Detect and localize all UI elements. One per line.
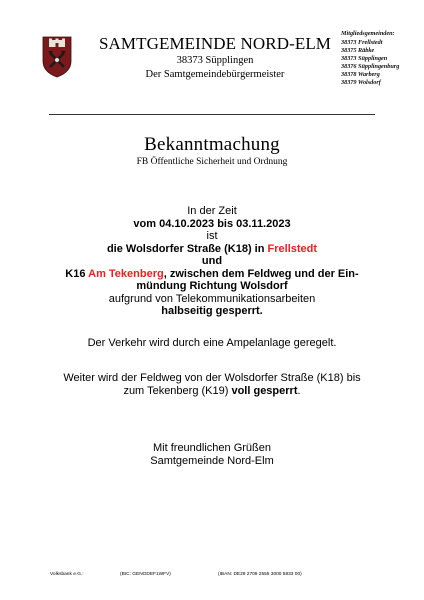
member-item: 38376 Süpplingenburg bbox=[341, 63, 400, 70]
member-item: 38373 Süpplingen bbox=[341, 55, 388, 62]
street-line bbox=[40, 243, 384, 256]
coat-of-arms-logo bbox=[42, 36, 72, 78]
k16-prefix: K16 bbox=[65, 267, 89, 280]
footer-iban: (IBAN: DE29 2709 2555 3000 5833 00) bbox=[218, 572, 302, 577]
member-item: 38379 Wolsdorf bbox=[341, 79, 381, 86]
notice-body bbox=[40, 205, 384, 467]
municipality-office: Der Samtgemeindebürgermeister bbox=[145, 69, 285, 80]
k16-line bbox=[40, 268, 384, 281]
greeting-text: Mit freundlichen Grüßen bbox=[153, 442, 271, 454]
members-heading: Mitgliedsgemeinden: bbox=[341, 30, 395, 37]
notice-title: Bekanntmachung bbox=[144, 134, 280, 155]
closure-text: halbseitig gesperrt. bbox=[161, 305, 263, 317]
further-end: . bbox=[297, 384, 301, 397]
k16-line2: mündung Richtung Wolsdorf bbox=[136, 280, 288, 292]
footer-bank: Volksbank e.G.: bbox=[50, 572, 84, 577]
k16-suffix: , zwischen dem Feldweg und der Ein- bbox=[163, 267, 359, 280]
municipality-title: SAMTGEMEINDE NORD-ELM bbox=[98, 34, 332, 53]
intro-text: In der Zeit bbox=[187, 205, 237, 217]
further-line1: Weiter wird der Feldweg von der Wolsdorfer Straße (K18) bis bbox=[63, 372, 361, 384]
traffic-text: Der Verkehr wird durch eine Ampelanlage geregelt. bbox=[87, 336, 337, 349]
street-place: Frellstedt bbox=[267, 242, 318, 255]
reason-text: aufgrund von Telekommunikationsarbeiten bbox=[108, 292, 316, 305]
member-item: 38375 Räbke bbox=[341, 47, 375, 54]
street-text: die Wolsdorfer Straße (K18) in bbox=[106, 242, 268, 255]
header-divider bbox=[49, 114, 375, 115]
further-text: zum Tekenberg (K19) bbox=[123, 384, 232, 397]
period-text: vom 04.10.2023 bis 03.11.2023 bbox=[133, 217, 291, 230]
notice-heading bbox=[0, 134, 424, 168]
letterhead bbox=[92, 34, 338, 82]
notice-subtitle: FB Öffentliche Sicherheit und Ordnung bbox=[136, 157, 288, 167]
ist-text: ist bbox=[206, 230, 218, 242]
k16-place: Am Tekenberg bbox=[88, 267, 164, 280]
further-bold: voll gesperrt bbox=[231, 384, 298, 397]
member-item: 38378 Warberg bbox=[341, 71, 380, 78]
signoff-text: Samtgemeinde Nord-Elm bbox=[150, 454, 274, 467]
member-municipalities bbox=[341, 30, 423, 87]
bank-footer bbox=[0, 572, 424, 582]
footer-bic: (BIC: GENODEF1WFV) bbox=[120, 572, 171, 577]
further-line2 bbox=[40, 385, 384, 398]
und-text: und bbox=[201, 255, 223, 267]
member-item: 38373 Frellstedt bbox=[341, 39, 383, 46]
municipality-address: 38373 Süpplingen bbox=[176, 55, 254, 66]
